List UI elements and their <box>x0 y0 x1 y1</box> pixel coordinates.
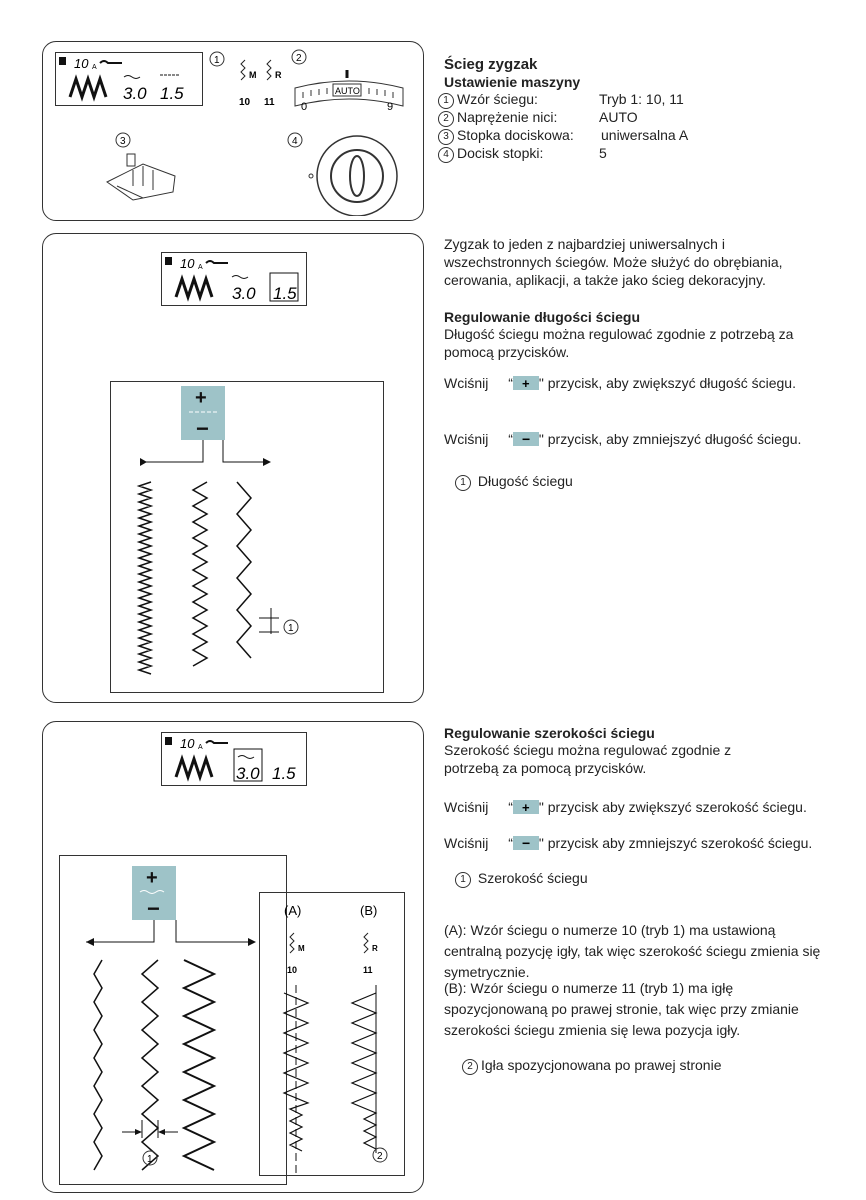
minus-text: " przycisk aby zmniejszyć szerokość ściegu. <box>538 835 813 851</box>
lcd-width: 3.0 <box>232 284 256 303</box>
needle-position-graphic <box>260 893 404 1175</box>
setting-value: uniwersalna A <box>601 127 689 143</box>
length-diagram <box>110 381 384 693</box>
length-panel <box>42 233 424 703</box>
setting-value: AUTO <box>599 109 638 125</box>
lcd-width: 3.0 <box>236 764 260 783</box>
lcd-pattern-number: 10 <box>180 256 195 271</box>
pattern-number-11: 11 <box>264 97 275 108</box>
width-panel <box>42 721 424 1193</box>
legend-num: 1 <box>455 475 471 491</box>
length-minus-instruction: Wciśnij “ − " przycisk, aby zmniejszyć długość ściegu. <box>444 431 802 447</box>
needle-position-diagram <box>259 892 405 1176</box>
press-label: Wciśnij <box>444 375 489 391</box>
pattern-number-10: 10 <box>287 965 298 975</box>
lcd-length: 1.5 <box>160 84 184 103</box>
diagram-callout-2: 2 <box>377 1151 383 1162</box>
setting-num: 1 <box>438 93 454 109</box>
lcd-display <box>161 252 307 306</box>
length-plus-instruction: Wciśnij “ + " przycisk, aby zwiększyć długość ściegu. <box>444 375 796 391</box>
lcd-mode: A <box>198 744 203 751</box>
lcd-graphic <box>162 253 306 305</box>
lcd-display <box>161 732 307 786</box>
diagram-callout-1: 1 <box>147 1154 153 1165</box>
width-diagram <box>59 855 287 1185</box>
lcd-pattern-number: 10 <box>74 56 89 71</box>
length-description: Długość ściegu można regulować zgodnie z potrzebą za pomocą przycisków. <box>444 326 794 360</box>
lcd-mode: A <box>198 264 203 271</box>
setting-label: Wzór ściegu: <box>457 91 538 107</box>
setting-label: Stopka dociskowa: <box>457 127 574 143</box>
presser-foot-illustration <box>103 130 223 212</box>
plus-button-icon <box>513 376 539 390</box>
width-stitch-diagram <box>60 856 286 1184</box>
length-stitch-diagram <box>111 382 383 692</box>
pattern-label-r: R <box>275 70 282 80</box>
length-legend <box>455 472 573 491</box>
lcd-pattern-number: 10 <box>180 736 195 751</box>
svg-text:−: − <box>196 416 209 441</box>
plus-button-icon <box>513 800 539 814</box>
settings-panel <box>42 41 424 221</box>
press-label: Wciśnij <box>444 431 489 447</box>
svg-text:+: + <box>195 387 207 409</box>
label-b: (B) <box>360 903 378 918</box>
pattern-label-r: R <box>372 944 378 953</box>
pattern-label-m: M <box>298 944 305 953</box>
intro-paragraph: Zygzak to jeden z najbardziej uniwersalnych i wszechstronnych ściegów. Może służyć do obrębiania, cerowania, aplikacji, a także jako ścieg dekoracyjny. <box>444 236 783 288</box>
width-description: Szerokość ściegu można regulować zgodnie z potrzebą za pomocą przycisków. <box>444 742 732 776</box>
lcd-display <box>55 52 203 106</box>
note-b2-num: 2 <box>462 1059 478 1075</box>
callout-4: 4 <box>292 136 298 147</box>
foot-pressure-dial <box>281 130 421 216</box>
dial-auto-label: AUTO <box>335 86 360 96</box>
diagram-callout-1: 1 <box>288 623 294 634</box>
section-title: Ścieg zygzak <box>444 56 538 73</box>
setting-row <box>438 127 574 145</box>
lcd-graphic <box>56 53 202 105</box>
callout-1: 1 <box>214 55 220 66</box>
svg-text:−: − <box>147 896 160 921</box>
plus-text: " przycisk aby zwiększyć szerokość ściegu. <box>538 799 807 815</box>
legend-num: 1 <box>455 872 471 888</box>
pattern-number-10: 10 <box>239 97 251 108</box>
width-plus-instruction: Wciśnij “ + " przycisk aby zwiększyć szerokość ściegu. <box>444 799 807 815</box>
setting-value: 5 <box>599 145 607 161</box>
setting-label: Docisk stopki: <box>457 145 544 161</box>
press-label: Wciśnij <box>444 799 489 815</box>
machine-setup-heading: Ustawienie maszyny <box>444 74 581 90</box>
callout-3: 3 <box>120 136 126 147</box>
setting-row <box>438 91 538 109</box>
setting-value: Tryb 1: 10, 11 <box>599 91 684 107</box>
minus-button-icon <box>513 836 539 850</box>
pattern-number-11: 11 <box>363 965 373 975</box>
lcd-length: 1.5 <box>273 284 297 303</box>
callout-2: 2 <box>296 53 302 64</box>
tension-dial <box>289 48 413 114</box>
label-a: (A) <box>284 903 302 918</box>
width-minus-instruction: Wciśnij “ − " przycisk aby zmniejszyć szerokość ściegu. <box>444 835 813 851</box>
setting-num: 3 <box>438 129 454 145</box>
setting-num: 2 <box>438 111 454 127</box>
setting-label: Naprężenie nici: <box>457 109 558 125</box>
setting-row <box>438 109 557 127</box>
note-b: (B): Wzór ściegu o numerze 11 (tryb 1) ma igłę spozycjonowaną po prawej stronie, tak więc przy zmianie szerokości ściegu zmienia się lewa pozycja igły. <box>444 980 799 1038</box>
lcd-mode: A <box>92 64 97 71</box>
svg-text:−: − <box>521 432 531 446</box>
width-legend <box>455 869 588 888</box>
lcd-length: 1.5 <box>272 764 296 783</box>
pattern-label-m: M <box>249 70 257 80</box>
minus-button-icon <box>513 432 539 446</box>
minus-text: " przycisk, aby zmniejszyć długość ściegu. <box>538 431 802 447</box>
svg-text:+: + <box>146 867 158 889</box>
svg-text:+: + <box>521 376 530 390</box>
lcd-graphic <box>162 733 306 785</box>
setting-row <box>438 145 543 163</box>
lcd-width: 3.0 <box>123 84 147 103</box>
length-heading: Regulowanie długości ściegu <box>444 309 641 325</box>
setting-num: 4 <box>438 147 454 163</box>
legend-text: Długość ściegu <box>477 473 573 489</box>
note-b2-text: Igła spozycjonowana po prawej stronie <box>481 1057 722 1073</box>
note-b2 <box>462 1056 721 1075</box>
svg-text:−: − <box>521 836 531 850</box>
dial-max: 9 <box>387 101 394 113</box>
plus-text: " przycisk, aby zwiększyć długość ściegu. <box>538 375 796 391</box>
width-heading: Regulowanie szerokości ściegu <box>444 725 655 741</box>
svg-text:+: + <box>521 800 530 814</box>
note-a: (A): Wzór ściegu o numerze 10 (tryb 1) ma ustawioną centralną pozycję igły, tak więc szerokość ściegu zmienia się symetrycznie. <box>444 922 821 980</box>
legend-text: Szerokość ściegu <box>477 870 588 886</box>
press-label: Wciśnij <box>444 835 489 851</box>
dial-min: 0 <box>301 101 308 113</box>
